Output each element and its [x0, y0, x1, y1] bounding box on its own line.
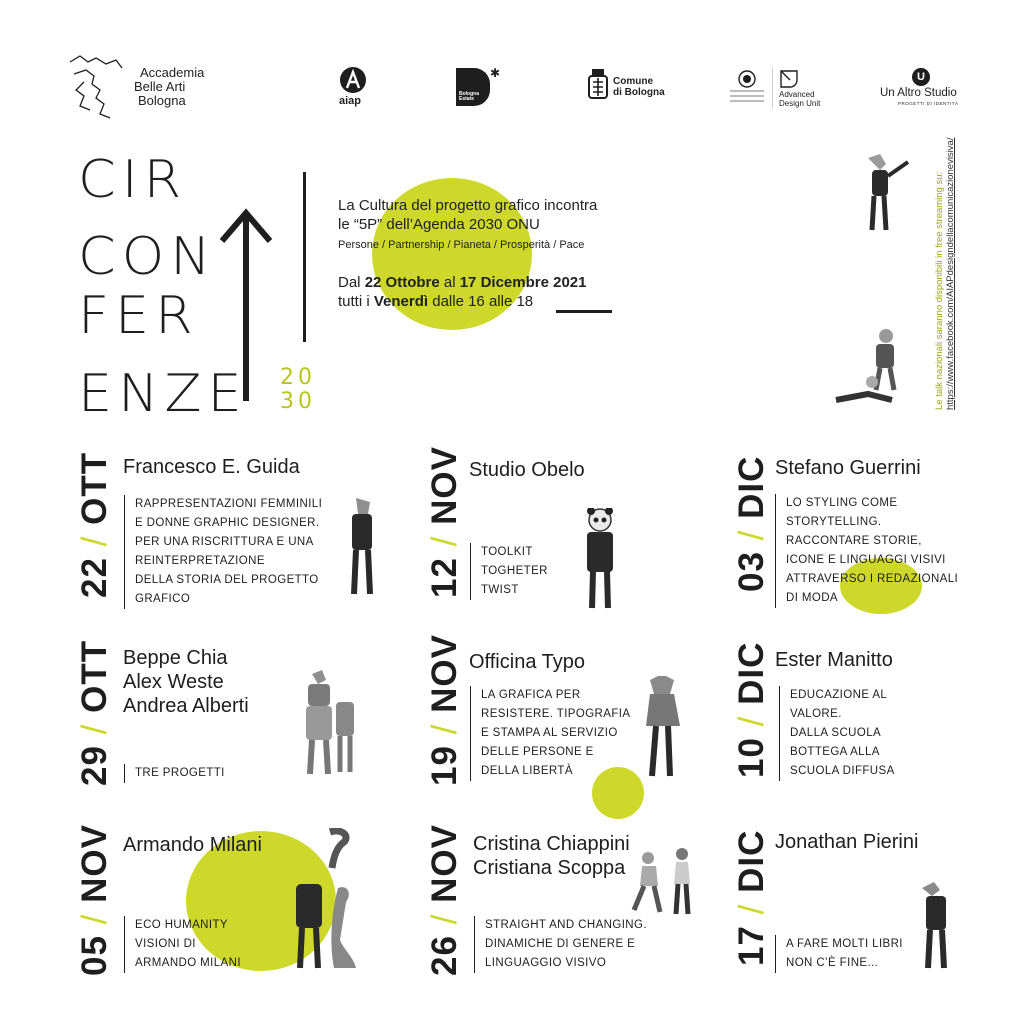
- event-month: NOV: [425, 634, 464, 713]
- desc-line: REINTERPRETAZIONE: [135, 555, 265, 567]
- year-line: 20: [280, 365, 316, 390]
- event-speaker: Officina Typo: [469, 651, 585, 673]
- university-seal-icon: [738, 70, 756, 88]
- event-day: 29: [75, 745, 114, 786]
- desc-line: TOGHETER: [481, 565, 548, 577]
- desc-line: NON C’È FINE...: [786, 957, 879, 969]
- figure-panda-icon: [580, 508, 620, 612]
- figure-group-icon: [298, 668, 362, 778]
- desc-line: ICONE E LINGUAGGI VISIVI: [786, 554, 946, 566]
- figure-walking-pair-icon: [630, 848, 700, 918]
- event-month: DIC: [732, 641, 771, 705]
- event-date: [733, 642, 771, 778]
- figure-bird-head-icon: [858, 150, 918, 236]
- event-day: 03: [732, 551, 771, 592]
- event-month: OTT: [75, 451, 114, 525]
- event-speaker: Cristiana Scoppa: [473, 857, 626, 879]
- desc-line: RESISTERE. TIPOGRAFIA: [481, 708, 631, 720]
- streaming-link[interactable]: https://www.facebook.com/AIAPdesigndellacomunicazionevisiva/: [945, 137, 956, 410]
- event-date: [76, 824, 114, 976]
- title-divider: [303, 172, 306, 342]
- event-speaker: Alex Weste: [123, 671, 224, 693]
- aiap-mark-icon: [339, 66, 367, 94]
- date-slash: /: [75, 524, 114, 558]
- event-speaker: Cristina Chiappini: [473, 833, 630, 855]
- date-slash: /: [732, 704, 771, 738]
- desc-line: GRAFICO: [135, 593, 191, 605]
- desc-line: DI MODA: [786, 592, 838, 604]
- intro-dates: [338, 273, 597, 292]
- date-slash: /: [425, 524, 464, 558]
- event-speaker: Francesco E. Guida: [123, 456, 300, 478]
- title-line-2: CON: [78, 226, 217, 287]
- figure-pair-icon: [832, 324, 912, 410]
- date-start: 22 Ottobre: [364, 274, 440, 291]
- event-month: DIC: [732, 829, 771, 893]
- desc-line: E DONNE GRAPHIC DESIGNER.: [135, 517, 320, 529]
- streaming-note: [934, 138, 956, 410]
- desc-line: DELLA STORIA DEL PROGETTO: [135, 574, 319, 586]
- desc-line: DELLE PERSONE E: [481, 746, 594, 758]
- desc-line: DALLA SCUOLA: [790, 727, 882, 739]
- comune-line: Comune: [613, 76, 653, 87]
- event-date: [76, 452, 114, 598]
- event-description: [124, 916, 241, 973]
- desc-line: RAPPRESENTAZIONI FEMMINILI: [135, 498, 323, 510]
- event-date: [426, 446, 464, 598]
- academy-line: Accademia: [140, 65, 205, 80]
- academy-line: Belle Arti: [134, 79, 186, 94]
- event-day: 17: [732, 925, 771, 966]
- adu-line: Advanced: [779, 90, 815, 99]
- altro-studio-sub: PROGETTI DI IDENTITÀ: [898, 101, 959, 106]
- title-year: [280, 366, 316, 414]
- event-speaker: Jonathan Pierini: [775, 831, 919, 853]
- adu-line: Design Unit: [779, 99, 821, 108]
- intro-time: [338, 292, 597, 311]
- title-line-4: ENZE: [78, 363, 248, 424]
- event-day: 05: [75, 935, 114, 976]
- altro-letter: U: [917, 71, 925, 83]
- desc-line: LO STYLING COME: [786, 497, 898, 509]
- logo-bologna-estate: [456, 66, 501, 108]
- event-description: [775, 935, 903, 973]
- desc-line: LINGUAGGIO VISIVO: [485, 957, 607, 969]
- figure-dinosaur-icon: [290, 828, 362, 972]
- event-date: [426, 634, 464, 786]
- date-slash: /: [732, 518, 771, 552]
- desc-line: STRAIGHT AND CHANGING.: [485, 919, 647, 931]
- desc-line: VALORE.: [790, 708, 842, 720]
- intro-5p: Persone / Partnership / Pianeta / Prosperità / Pace: [338, 239, 585, 251]
- intro-line-2: le “5P” dell’Agenda 2030 ONU: [338, 216, 540, 233]
- desc-line: VISIONI DI: [135, 938, 196, 950]
- aiap-label: aiap: [339, 95, 362, 107]
- desc-line: PER UNA RISCRITTURA E UNA: [135, 536, 314, 548]
- bologna-estate-line: Bologna: [459, 91, 479, 97]
- event-description: [470, 543, 548, 600]
- event-description: [775, 494, 958, 608]
- desc-line: SCUOLA DIFFUSA: [790, 765, 895, 777]
- event-description: [779, 686, 895, 781]
- logo-aiap: [336, 66, 370, 110]
- time-pre: tutti i: [338, 293, 374, 310]
- desc-line: TOOLKIT: [481, 546, 533, 558]
- desc-line: DELLA LIBERTÀ: [481, 765, 573, 777]
- desc-line: STORYTELLING.: [786, 516, 882, 528]
- desc-line: ARMANDO MILANI: [135, 957, 241, 969]
- title-arrow-icon: [218, 205, 274, 405]
- time-post: dalle 16 alle 18: [428, 293, 534, 310]
- desc-line: TWIST: [481, 584, 519, 596]
- event-day: 19: [425, 745, 464, 786]
- event-speaker: Ester Manitto: [775, 649, 893, 671]
- desc-line: ECO HUMANITY: [135, 919, 228, 931]
- event-speaker: Stefano Guerrini: [775, 457, 921, 479]
- logo-altro-studio: [878, 68, 968, 112]
- year-line: 30: [280, 389, 316, 414]
- event-month: NOV: [425, 824, 464, 903]
- event-speaker: Andrea Alberti: [123, 695, 249, 717]
- figure-bird-head-2-icon: [918, 880, 954, 972]
- event-speaker: Studio Obelo: [469, 459, 585, 481]
- date-end: 17 Dicembre 2021: [459, 274, 587, 291]
- desc-line: E STAMPA AL SERVIZIO: [481, 727, 618, 739]
- event-day: 22: [75, 557, 114, 598]
- event-date: [733, 456, 771, 592]
- figure-beast-head-icon: [640, 676, 684, 780]
- dates-pre: Dal: [338, 274, 365, 291]
- desc-line: TRE PROGETTI: [135, 767, 225, 779]
- intro-line-1: La Cultura del progetto grafico incontra: [338, 197, 598, 214]
- desc-line: EDUCAZIONE AL: [790, 689, 888, 701]
- event-description: [124, 495, 322, 609]
- desc-line: ATTRAVERSO I REDAZIONALI: [786, 573, 959, 585]
- logo-accademia: [66, 52, 226, 124]
- desc-line: RACCONTARE STORIE,: [786, 535, 922, 547]
- event-day: 12: [425, 557, 464, 598]
- adu-mark-icon: [780, 70, 798, 88]
- title-line-1: CIR: [78, 149, 188, 210]
- date-slash: /: [425, 712, 464, 746]
- desc-line: LA GRAFICA PER: [481, 689, 581, 701]
- event-speaker: Armando Milani: [123, 834, 262, 856]
- event-description: [124, 764, 225, 783]
- desc-line: DINAMICHE DI GENERE E: [485, 938, 636, 950]
- event-month: NOV: [75, 824, 114, 903]
- intro-rule: [556, 310, 612, 313]
- event-day: 10: [732, 737, 771, 778]
- academy-line: Bologna: [138, 93, 186, 108]
- altro-studio-label: Un Altro Studio: [880, 87, 957, 99]
- comune-crest-icon: [586, 68, 610, 104]
- date-slash: /: [75, 902, 114, 936]
- streaming-note-line: Le talk nazionali saranno disponibili in free streaming su:: [934, 171, 945, 410]
- event-description: [470, 686, 630, 781]
- event-month: NOV: [425, 446, 464, 525]
- logo-adu: [728, 68, 828, 112]
- time-day: Venerdì: [373, 293, 429, 310]
- date-slash: /: [75, 712, 114, 746]
- event-speaker: Beppe Chia: [123, 647, 228, 669]
- accademia-mark-icon: [66, 52, 136, 122]
- date-slash: /: [425, 902, 464, 936]
- event-day: 26: [425, 935, 464, 976]
- event-month: DIC: [732, 455, 771, 519]
- event-description: [474, 916, 647, 973]
- event-month: OTT: [75, 639, 114, 713]
- desc-line: A FARE MOLTI LIBRI: [786, 938, 903, 950]
- date-slash: /: [732, 892, 771, 926]
- title-line-3: FER: [78, 285, 199, 346]
- figure-animal-head-icon: [344, 496, 380, 598]
- event-date: [76, 640, 114, 786]
- altro-studio-mark-icon: [912, 68, 930, 86]
- event-date: [733, 830, 771, 966]
- logo-comune: [586, 68, 676, 106]
- desc-line: BOTTEGA ALLA: [790, 746, 880, 758]
- intro-text: [338, 196, 597, 311]
- event-date: [426, 824, 464, 976]
- bologna-estate-line: Estate: [459, 96, 475, 102]
- asterisk-icon: ✱: [490, 66, 501, 80]
- comune-line: di Bologna: [613, 87, 665, 98]
- dates-mid: al: [439, 274, 460, 291]
